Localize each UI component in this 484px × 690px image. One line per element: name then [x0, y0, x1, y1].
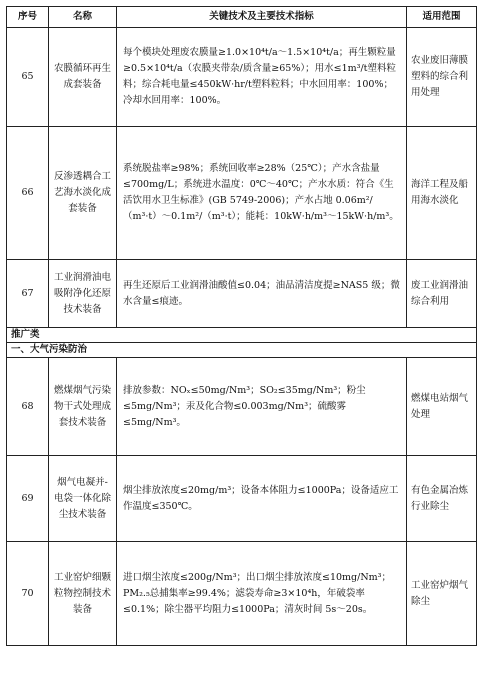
row-spec: 再生还原后工业润滑油酸值≤0.04；油品清洁度提≥NAS5 级；微水含量≤痕迹。: [117, 260, 407, 328]
row-name: 工业润滑油电吸附净化还原技术装备: [49, 260, 117, 328]
row-name: 工业窑炉细颗粒物控制技术装备: [49, 542, 117, 646]
equipment-catalog-table: [6, 6, 477, 646]
row-spec: 进口烟尘浓度≤200g/Nm³；出口烟尘排放浓度≤10mg/Nm³；PM₂.₅总捕集率≥99.4%；滤袋寿命≥3×10⁴h，年破袋率≤0.1%；除尘器平均阻力≤1000Pa；清灰时间 5s～20s。: [117, 542, 407, 646]
row-scope: 工业窑炉烟气除尘: [407, 542, 477, 646]
row-scope: 废工业润滑油综合利用: [407, 260, 477, 328]
table-row: [7, 127, 477, 260]
table-row: [7, 260, 477, 328]
table-header-row: [7, 7, 477, 28]
table-row: [7, 542, 477, 646]
row-spec: 每个模块处理废农膜量≥1.0×10⁴t/a～1.5×10⁴t/a；再生颗粒量≥0.5×10⁴t/a（农膜夹带杂/质含量≥65%）；用水≤1m³/t塑料粒料；综合耗电量≤450kW·hr/t塑料粒料；中水回用率：100%；冷却水回用率：100%。: [117, 28, 407, 127]
row-name: 烟气电凝并-电袋一体化除尘技术装备: [49, 456, 117, 542]
row-scope: 农业废旧薄膜塑料的综合利用处理: [407, 28, 477, 127]
row-no: 67: [7, 260, 49, 328]
row-spec: 排放参数：NOₓ≤50mg/Nm³；SO₂≤35mg/Nm³；粉尘≤5mg/Nm³；汞及化合物≤0.003mg/Nm³；硫酸雾≤5mg/Nm³。: [117, 358, 407, 456]
row-scope: 海洋工程及船用海水淡化: [407, 127, 477, 260]
header-no: 序号: [7, 7, 49, 28]
row-spec: 烟尘排放浓度≤20mg/m³；设备本体阻力≤1000Pa；设备适应工作温度≤350℃。: [117, 456, 407, 542]
row-no: 65: [7, 28, 49, 127]
table-row: [7, 28, 477, 127]
section-row-air: [7, 343, 477, 358]
row-name: 反渗透耦合工艺海水淡化成套装备: [49, 127, 117, 260]
row-name: 农膜循环再生成套装备: [49, 28, 117, 127]
row-scope: 有色金属冶炼行业除尘: [407, 456, 477, 542]
row-no: 68: [7, 358, 49, 456]
header-name: 名称: [49, 7, 117, 28]
section-label-promo: 推广类: [7, 328, 477, 343]
section-row-promo: [7, 328, 477, 343]
row-no: 70: [7, 542, 49, 646]
section-label-air: 一、大气污染防治: [7, 343, 477, 358]
row-scope: 燃煤电站烟气处理: [407, 358, 477, 456]
row-no: 69: [7, 456, 49, 542]
document-page: [6, 6, 476, 646]
row-spec: 系统脱盐率≥98%；系统回收率≥28%（25℃）；产水含盐量≤700mg/L；系统进水温度：0℃～40℃；产水水质：符合《生活饮用水卫生标准》(GB 5749-2006)；产水占地 0.06m²/（m³·t）～0.1m²/（m³·t）；能耗：10kW·h/m³～15kW·h/m³。: [117, 127, 407, 260]
header-spec: 关键技术及主要技术指标: [117, 7, 407, 28]
header-scope: 适用范围: [407, 7, 477, 28]
row-name: 燃煤烟气污染物干式处理成套技术装备: [49, 358, 117, 456]
row-no: 66: [7, 127, 49, 260]
table-row: [7, 358, 477, 456]
table-row: [7, 456, 477, 542]
